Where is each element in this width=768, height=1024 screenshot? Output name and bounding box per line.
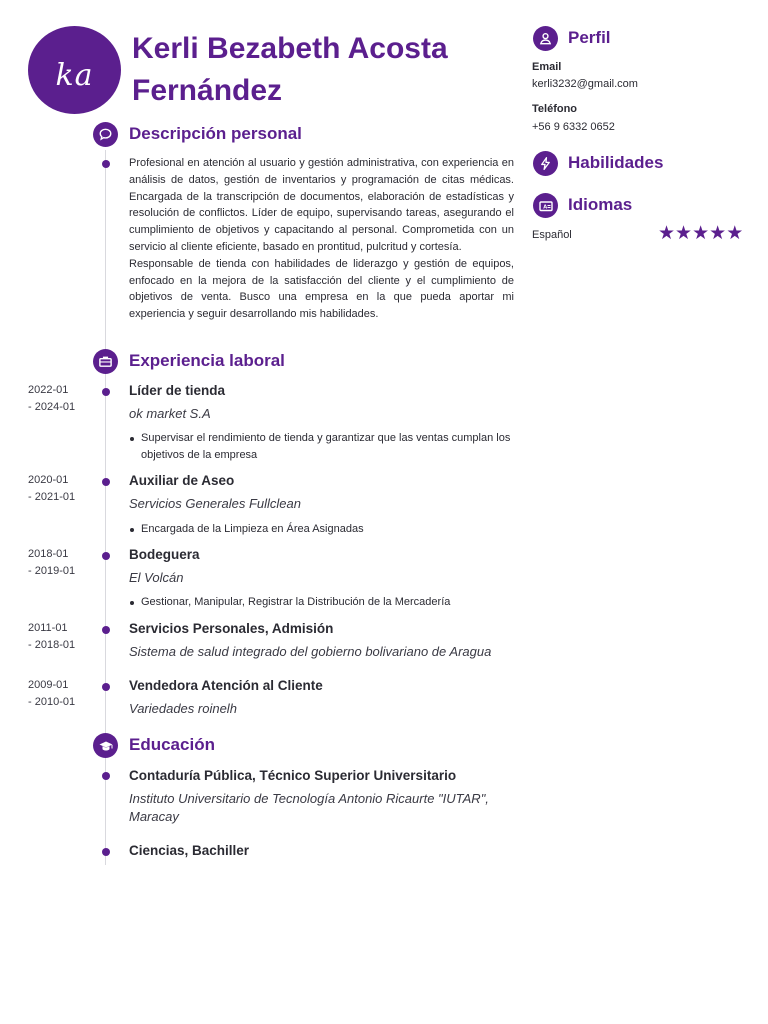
job-date: [28, 620, 98, 653]
job-date: [28, 677, 98, 710]
section-title-summary: Descripción personal: [129, 124, 302, 143]
star-icon: ★: [675, 223, 693, 244]
language-name: Español: [532, 229, 572, 241]
star-icon: ★: [709, 223, 727, 244]
section-title-languages: Idiomas: [568, 195, 633, 214]
job-date: [28, 546, 98, 579]
svg-text:A: A: [542, 204, 547, 211]
briefcase-icon: [93, 349, 118, 374]
candidate-name: Kerli Bezabeth Acosta Fernández: [132, 32, 448, 107]
timeline-dot: [102, 552, 110, 560]
job-date: [28, 472, 98, 505]
star-icon: ★: [658, 223, 676, 244]
job-date-end: - 2021-01: [28, 490, 76, 503]
job-date-start: 2011-01: [28, 622, 68, 634]
lightning-icon: [533, 151, 558, 176]
job-title: Servicios Personales, Admisión: [129, 621, 334, 636]
job-date-end: - 2024-01: [28, 400, 76, 413]
job-title: Vendedora Atención al Cliente: [129, 678, 323, 693]
job-date-end: - 2019-01: [28, 564, 76, 577]
speech-bubble-icon: [93, 122, 118, 147]
phone-label: Teléfono: [532, 103, 578, 115]
job-title: Auxiliar de Aseo: [129, 473, 235, 488]
job-date-end: - 2010-01: [28, 695, 76, 708]
job-date: [28, 382, 98, 415]
job-bullet: Encargada de la Limpieza en Área Asignadas: [141, 521, 516, 538]
user-icon: [533, 26, 558, 51]
star-icon: ★: [726, 223, 744, 244]
timeline-dot: [102, 626, 110, 634]
summary-text: Profesional en atención al usuario y gestión administrativa, con experiencia en análisis de datos, gestión de inventarios y programación de citas médicas. Encargada de la transcripción de documentos, elaboración de estadísticas y resolución de conflictos. Líder de equipo, supervisando tareas, asegurando el cumplimiento de objetivos y capacitando al personal. Comprometida con un servicio al cliente eficiente, basado en prontitud, pulcritud y cortesía. Responsable de tienda con habilidades de liderazgo y gestión de equipos, enfocado en la mejora de la satisfacción del cliente y el cumplimiento de objetivos de venta. Busco una empresa en la que pueda aportar mi experiencia y seguir desarrollando mis habilidades.: [129, 157, 514, 321]
job-date-end: - 2018-01: [28, 638, 76, 651]
job-company: El Volcán: [129, 570, 184, 585]
job-date-start: 2022-01: [28, 384, 69, 396]
job-company: Variedades roinelh: [129, 701, 237, 716]
job-company: Servicios Generales Fullclean: [129, 496, 301, 511]
graduation-cap-icon: [93, 733, 118, 758]
section-title-experience: Experiencia laboral: [129, 351, 285, 370]
timeline-dot: [102, 772, 110, 780]
email-label: Email: [532, 61, 562, 73]
job-company: ok market S.A: [129, 406, 211, 421]
phone-value: +56 9 6332 0652: [532, 121, 615, 133]
section-title-education: Educación: [129, 735, 215, 754]
education-title: Contaduría Pública, Técnico Superior Universitario: [129, 768, 457, 783]
section-title-skills: Habilidades: [568, 153, 664, 172]
job-title: Líder de tienda: [129, 383, 226, 398]
job-date-start: 2009-01: [28, 679, 69, 691]
timeline-dot: [102, 683, 110, 691]
avatar-initials: ka: [55, 57, 94, 93]
job-date-start: 2020-01: [28, 474, 69, 486]
job-date-start: 2018-01: [28, 548, 69, 560]
star-icon: ★: [692, 223, 710, 244]
timeline-dot: [102, 848, 110, 856]
education-title: Ciencias, Bachiller: [129, 843, 250, 858]
job-bullet: Supervisar el rendimiento de tienda y garantizar que las ventas cumplan los objetivos de la empresa: [141, 430, 516, 464]
language-card-icon: [533, 193, 558, 218]
job-company: Sistema de salud integrado del gobierno bolivariano de Aragua: [129, 644, 492, 659]
email-value[interactable]: kerli3232@gmail.com: [532, 78, 638, 90]
timeline-dot: [102, 160, 110, 168]
language-rating-stars: [658, 224, 743, 244]
section-title-profile: Perfil: [568, 28, 611, 47]
job-title: Bodeguera: [129, 547, 200, 562]
timeline-dot: [102, 388, 110, 396]
education-institution: Instituto Universitario de Tecnología Antonio Ricaurte "IUTAR", Maracay: [129, 791, 489, 824]
avatar: [28, 26, 121, 114]
job-bullet: Gestionar, Manipular, Registrar la Distribución de la Mercadería: [141, 594, 516, 611]
timeline-dot: [102, 478, 110, 486]
